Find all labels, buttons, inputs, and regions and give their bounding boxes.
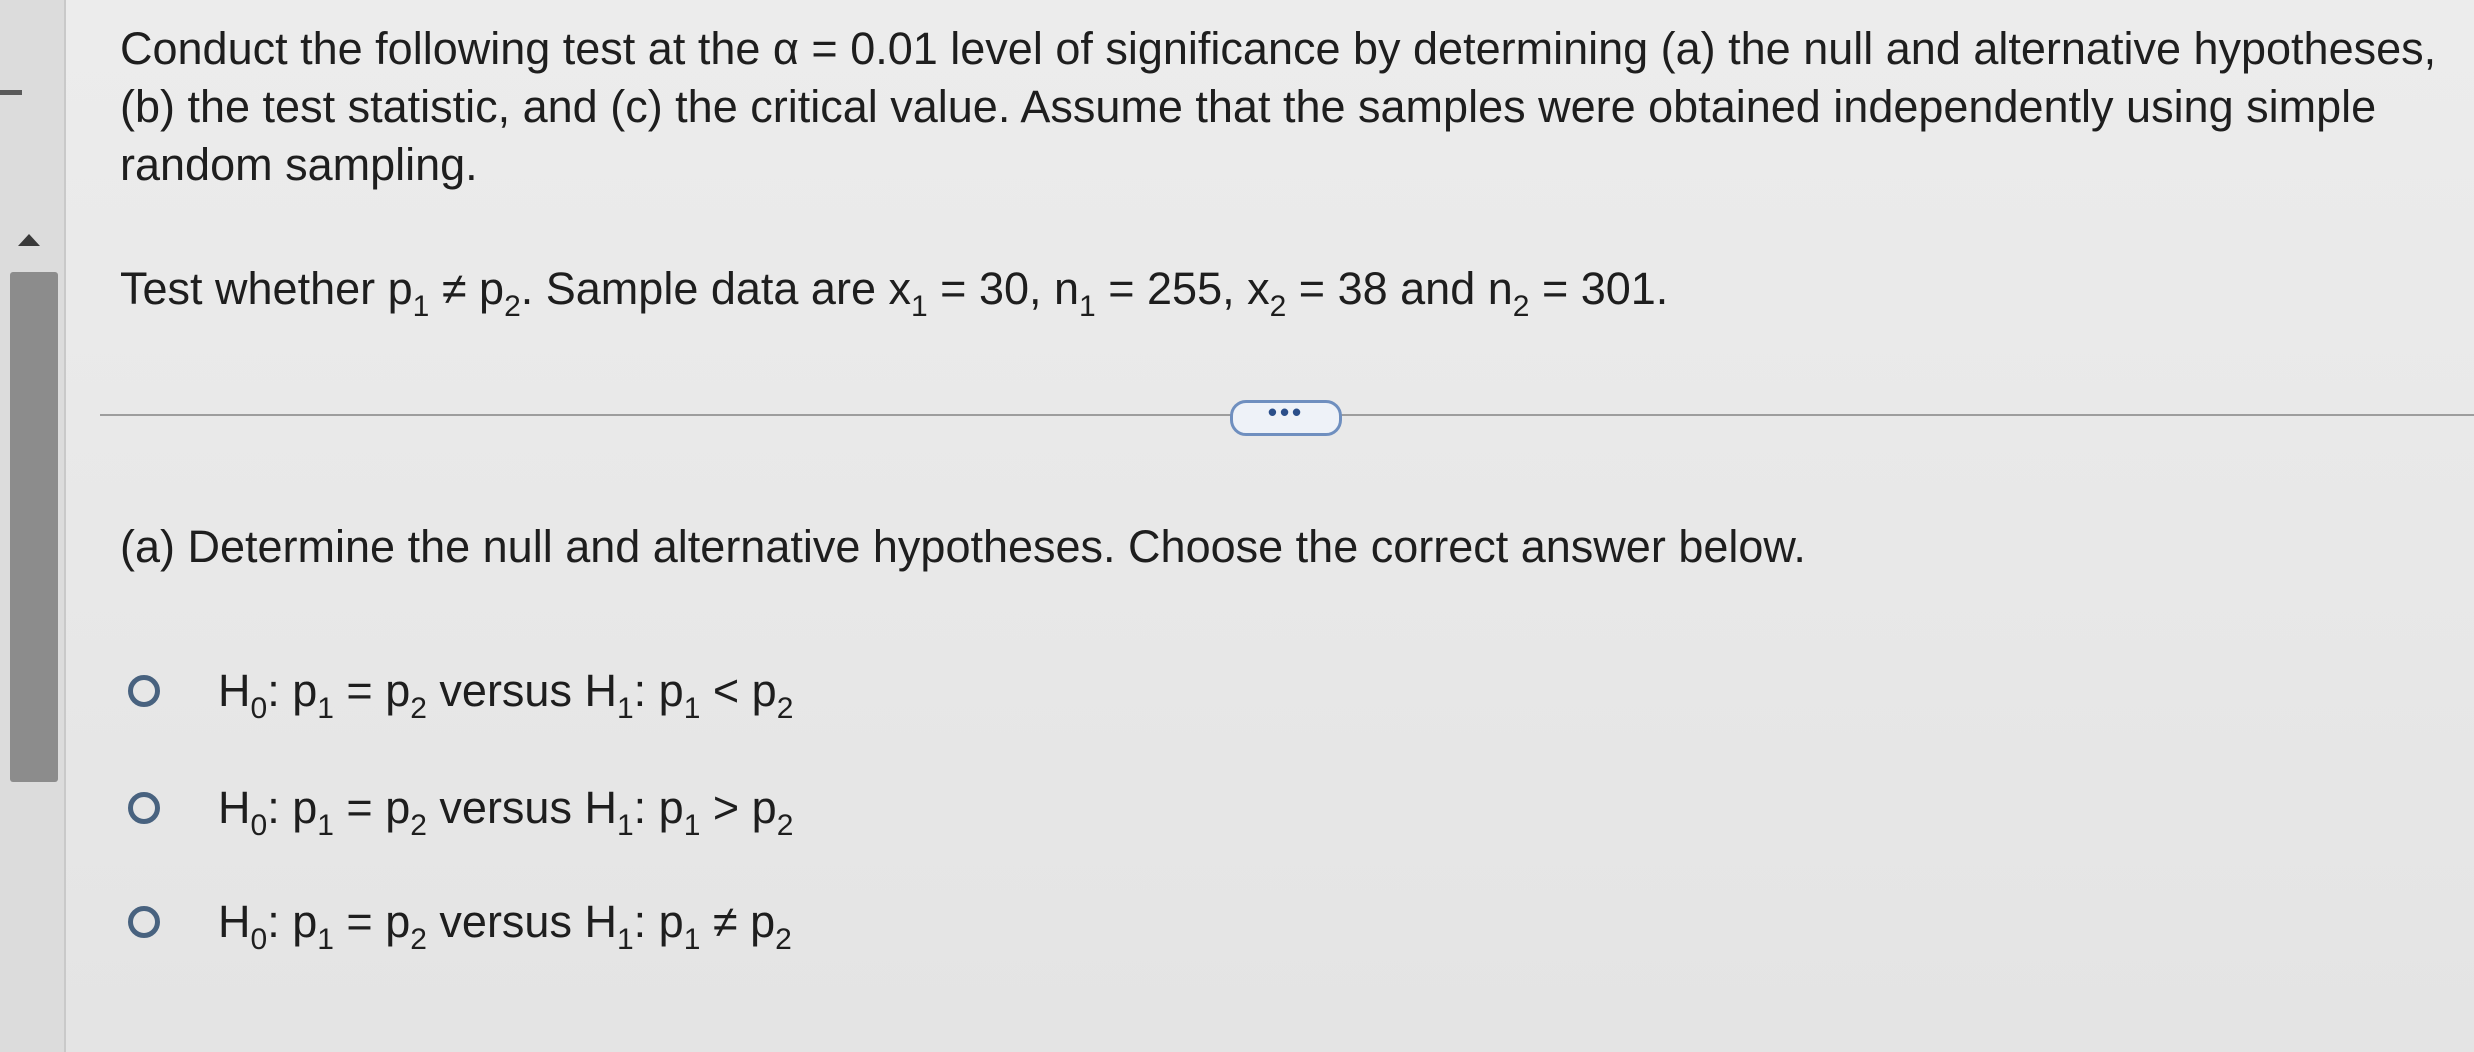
answer-option-1[interactable] (128, 665, 794, 725)
n2-subscript: 2 (1512, 290, 1530, 323)
question-content (120, 20, 2440, 323)
p2-subscript: 2 (504, 290, 521, 323)
answer-option-2[interactable] (128, 782, 794, 842)
neq-text: ≠ p (429, 263, 505, 314)
h0-subscript: 0 (250, 692, 268, 725)
p1-subscript: 1 (317, 692, 334, 725)
option-1-text (218, 665, 794, 725)
h1-rest: : p (633, 896, 684, 947)
h1-subscript: 1 (616, 809, 634, 842)
left-scroll-rail (0, 0, 66, 1052)
h1-subscript: 1 (616, 923, 634, 956)
p1-subscript: 1 (683, 923, 701, 956)
h0-letter: H (218, 782, 251, 833)
p1-subscript: 1 (412, 290, 430, 323)
more-dots-icon: ••• (1267, 397, 1305, 427)
expand-more-button[interactable] (1230, 397, 1342, 436)
p2-subscript: 2 (410, 692, 427, 725)
radio-button-icon[interactable] (128, 792, 160, 824)
h0-rest: : p (267, 782, 318, 833)
operator-p: > p (700, 782, 777, 833)
p2-subscript: 2 (776, 809, 794, 842)
equals-p: = p (333, 782, 411, 833)
h1-rest: : p (633, 782, 684, 833)
h0-rest: : p (267, 665, 318, 716)
x2-subscript: 2 (1269, 290, 1287, 323)
radio-button-icon[interactable] (128, 675, 160, 707)
radio-button-icon[interactable] (128, 906, 160, 938)
n1-subscript: 1 (1079, 290, 1096, 323)
p2-subscript: 2 (776, 692, 794, 725)
h0-letter: H (218, 896, 251, 947)
versus-h: versus H (426, 896, 617, 947)
part-a-prompt: (a) Determine the null and alternative hypotheses. Choose the correct answer below. (120, 521, 1806, 572)
p2-subscript: 2 (775, 923, 792, 956)
rail-marker (0, 90, 22, 95)
h0-subscript: 0 (250, 809, 268, 842)
versus-h: versus H (426, 665, 617, 716)
data-intro: . Sample data are x (520, 263, 911, 314)
h0-subscript: 0 (250, 923, 268, 956)
option-2-text (218, 782, 794, 842)
question-text: Conduct the following test at the α = 0.01 level of significance by determining (a) the null and alternative hypotheses, (b) the test statistic, and (c) the critical value. Assume that the samples were obtained independently using simple random sampling. (120, 23, 2437, 190)
n2-value: = 301. (1529, 263, 1669, 314)
test-statement (120, 260, 1668, 324)
x1-subscript: 1 (910, 290, 928, 323)
answer-option-3[interactable] (128, 896, 792, 956)
p2-subscript: 2 (410, 923, 427, 956)
p1-subscript: 1 (317, 923, 334, 956)
operator-p: ≠ p (700, 896, 776, 947)
equals-p: = p (333, 665, 411, 716)
option-3-text (218, 896, 792, 956)
scrollbar-thumb[interactable] (10, 272, 58, 782)
x2-value: = 38 and n (1286, 263, 1513, 314)
operator-p: < p (700, 665, 777, 716)
equals-p: = p (333, 896, 411, 947)
p2-subscript: 2 (410, 809, 427, 842)
scroll-up-arrow-icon[interactable] (18, 234, 40, 246)
h0-letter: H (218, 665, 251, 716)
versus-h: versus H (426, 782, 617, 833)
test-prefix: Test whether p (120, 263, 413, 314)
p1-subscript: 1 (683, 692, 701, 725)
h1-rest: : p (633, 665, 684, 716)
h1-subscript: 1 (616, 692, 634, 725)
p1-subscript: 1 (683, 809, 701, 842)
p1-subscript: 1 (317, 809, 334, 842)
x1-value: = 30, n (927, 263, 1080, 314)
h0-rest: : p (267, 896, 318, 947)
n1-value: = 255, x (1095, 263, 1270, 314)
